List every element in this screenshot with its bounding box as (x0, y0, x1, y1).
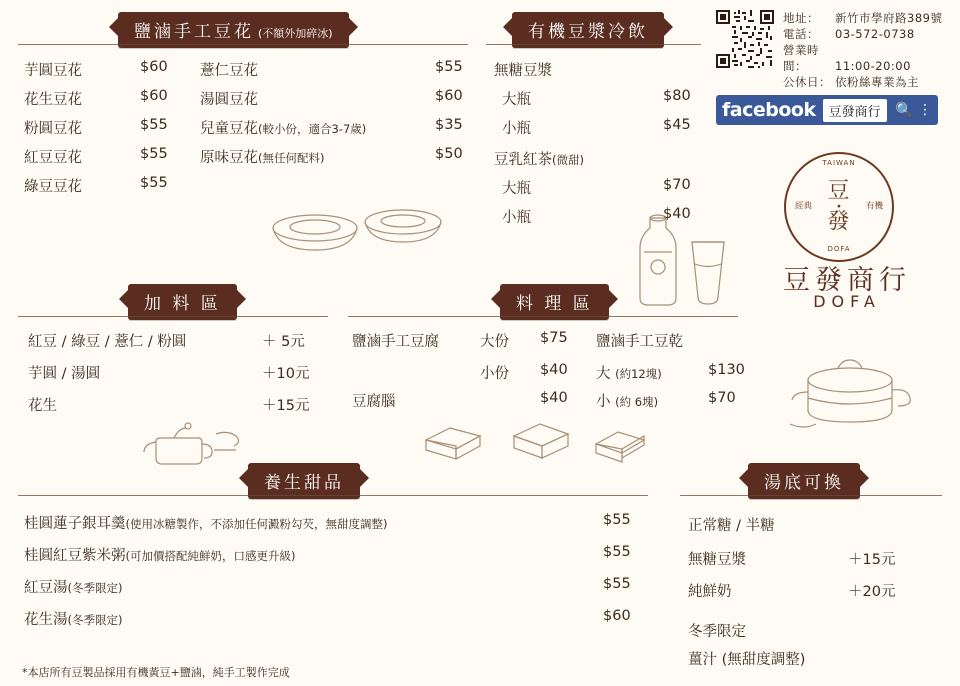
section-title-dishes: 料 理 區 (516, 294, 593, 314)
phone-label: 電話： (783, 27, 819, 41)
dessert-name-1 (24, 544, 295, 565)
facebook-wordmark: facebook (722, 99, 816, 121)
dish-right-size-2: (約 6塊) (615, 395, 659, 409)
dish-left-price-1: $40 (540, 362, 568, 378)
section-title-toppings: 加 料 區 (144, 294, 221, 314)
douhua-right-price-1: $60 (435, 88, 463, 104)
dessert-price-0: $55 (603, 512, 631, 528)
divider-toppings (18, 316, 328, 317)
search-icon[interactable]: 🔍 (895, 101, 914, 119)
section-header-douhua (118, 12, 349, 48)
dish-right-label-1: 大 (596, 366, 611, 382)
soup-base-seasonal-item: 薑汁 (無甜度調整) (688, 652, 806, 668)
topping-price-2: ＋15元 (262, 398, 310, 414)
douhua-right-name-2 (200, 117, 366, 138)
facebook-page-name: 豆發商行 (823, 99, 887, 122)
dish-right-price-2: $70 (708, 390, 736, 406)
douhua-left-name-1: 花生豆花 (24, 92, 82, 108)
dish-left-price-2: $40 (540, 390, 568, 406)
dessert-note-0: (使用冰糖製作，不添加任何澱粉勾芡，無甜度調整) (125, 517, 388, 531)
closed-label: 公休日： (783, 75, 831, 89)
douhua-right-price-3: $50 (435, 146, 463, 162)
tofu-illustration (418, 418, 648, 473)
drink-name-5: 小瓶 (502, 210, 531, 226)
divider-soup-base (680, 495, 942, 496)
address-value: 新竹市學府路389號 (835, 11, 943, 25)
douhua-left-price-3: $55 (140, 146, 168, 162)
steamer-illustration (780, 358, 930, 448)
douhua-left-price-1: $60 (140, 88, 168, 104)
topping-name-1: 芋圓 / 湯圓 (28, 366, 101, 382)
more-vertical-icon[interactable]: ⋮ (918, 102, 932, 118)
hours-label: 營業時間： (783, 43, 819, 73)
dessert-name-3 (24, 608, 122, 629)
soup-base-seasonal-title: 冬季限定 (688, 624, 746, 640)
dish-right-price-1: $130 (708, 362, 745, 378)
section-header-toppings (128, 284, 237, 320)
divider-douhua (18, 44, 468, 45)
dessert-label-0: 桂圓蓮子銀耳羹 (24, 516, 126, 532)
brand-name-cn: 豆發商行 (783, 265, 911, 296)
dish-right-name-1 (596, 362, 662, 383)
drink-name-3 (494, 148, 584, 169)
douhua-left-name-2: 粉圓豆花 (24, 121, 82, 137)
stamp-left-text: 經典 (795, 201, 813, 212)
dessert-label-2: 紅豆湯 (24, 580, 68, 596)
drink-label-3: 豆乳紅茶 (494, 152, 552, 168)
dish-left-name-0: 鹽滷手工豆腐 (352, 334, 439, 350)
address-label: 地址： (783, 11, 819, 25)
qr-code (716, 10, 774, 68)
facebook-banner[interactable] (716, 95, 938, 125)
section-header-dessert (248, 463, 360, 499)
douhua-right-name-1: 湯圓豆花 (200, 92, 258, 108)
stamp-center (827, 178, 851, 235)
phone-value: 03-572-0738 (835, 27, 915, 41)
section-header-dishes (500, 284, 609, 320)
section-title-drinks: 有機豆漿冷飲 (528, 22, 648, 42)
drink-price-4: $70 (663, 177, 691, 193)
soup-base-name-1: 無糖豆漿 (688, 552, 746, 568)
douhua-left-name-0: 芋圓豆花 (24, 63, 82, 79)
section-subtitle-douhua: (不額外加碎冰) (258, 27, 333, 40)
douhua-left-name-4: 綠豆豆花 (24, 179, 82, 195)
dish-left-size-1: 小份 (480, 366, 509, 382)
drink-name-2: 小瓶 (502, 121, 531, 137)
stamp-bottom-text: DOFA (827, 245, 851, 253)
soup-base-name-0: 正常糖 / 半糖 (688, 518, 775, 534)
dessert-price-1: $55 (603, 544, 631, 560)
brand-stamp (784, 152, 894, 262)
douhua-right-note-3: (無任何配料) (258, 151, 325, 165)
dessert-label-1: 桂圓紅豆紫米粥 (24, 548, 126, 564)
drink-name-1: 大瓶 (502, 92, 531, 108)
dessert-name-2 (24, 576, 122, 597)
soup-base-name-2: 純鮮奶 (688, 584, 732, 600)
dish-right-size-1: (約12塊) (615, 367, 662, 381)
hours-value: 11:00-20:00 (835, 59, 911, 73)
douhua-right-price-2: $35 (435, 117, 463, 133)
douhua-left-price-2: $55 (140, 117, 168, 133)
divider-dessert (18, 495, 648, 496)
section-title-douhua: 鹽滷手工豆花 (134, 22, 254, 42)
topping-name-2: 花生 (28, 398, 57, 414)
dish-right-name-2 (596, 390, 658, 411)
dessert-name-0 (24, 512, 387, 533)
teapot-illustration (130, 412, 250, 472)
divider-drinks (486, 44, 701, 45)
bottle-cup-illustration (620, 212, 730, 307)
dish-left-price-0: $75 (540, 330, 568, 346)
drink-name-4: 大瓶 (502, 181, 531, 197)
footnote: *本店所有豆製品採用有機黃豆+鹽滷，純手工製作完成 (22, 666, 290, 679)
section-title-dessert: 養生甜品 (264, 473, 344, 493)
douhua-right-label-2: 兒童豆花 (200, 121, 258, 137)
closed-value: 依粉絲專業為主 (835, 75, 919, 89)
dessert-note-1: (可加價搭配純鮮奶，口感更升級) (125, 549, 296, 563)
dish-left-name-2: 豆腐腦 (352, 394, 396, 410)
douhua-right-label-3: 原味豆花 (200, 150, 258, 166)
douhua-right-note-2: (較小份，適合3-7歲) (258, 122, 367, 136)
stamp-top-text: TAIWAN (822, 159, 856, 167)
douhua-left-name-3: 紅豆豆花 (24, 150, 82, 166)
stamp-center-top: 豆 (827, 178, 851, 204)
bowls-illustration (265, 200, 455, 270)
dessert-note-2: (冬季限定) (67, 581, 123, 595)
brand-name-en: DOFA (813, 292, 881, 311)
stamp-center-dot: • (836, 201, 842, 213)
dish-right-label-2: 小 (596, 394, 611, 410)
drink-name-0: 無糖豆漿 (494, 63, 552, 79)
section-header-soup-base (748, 463, 860, 499)
douhua-right-price-0: $55 (435, 59, 463, 75)
topping-price-0: ＋ 5元 (262, 334, 305, 350)
soup-base-price-2: ＋20元 (848, 584, 896, 600)
douhua-right-name-0: 薏仁豆花 (200, 63, 258, 79)
stamp-center-bottom: 發 (827, 209, 851, 235)
topping-price-1: ＋10元 (262, 366, 310, 382)
drink-note-3: (微甜) (552, 153, 584, 167)
dessert-price-2: $55 (603, 576, 631, 592)
dish-left-size-0: 大份 (480, 334, 509, 350)
shop-info (783, 10, 942, 90)
section-header-drinks (512, 12, 664, 48)
section-title-soup-base: 湯底可換 (764, 473, 844, 493)
douhua-left-price-0: $60 (140, 59, 168, 75)
drink-price-1: $80 (663, 88, 691, 104)
douhua-right-name-3 (200, 146, 324, 167)
douhua-left-price-4: $55 (140, 175, 168, 191)
topping-name-0: 紅豆 / 綠豆 / 薏仁 / 粉圓 (28, 334, 187, 350)
drink-price-2: $45 (663, 117, 691, 133)
dessert-note-3: (冬季限定) (67, 613, 123, 627)
stamp-right-text: 有機 (865, 201, 883, 212)
soup-base-price-1: ＋15元 (848, 552, 896, 568)
dish-right-name-0: 鹽滷手工豆乾 (596, 334, 683, 350)
dessert-price-3: $60 (603, 608, 631, 624)
dessert-label-3: 花生湯 (24, 612, 68, 628)
divider-dishes (348, 316, 738, 317)
drink-price-5: $40 (663, 206, 691, 222)
